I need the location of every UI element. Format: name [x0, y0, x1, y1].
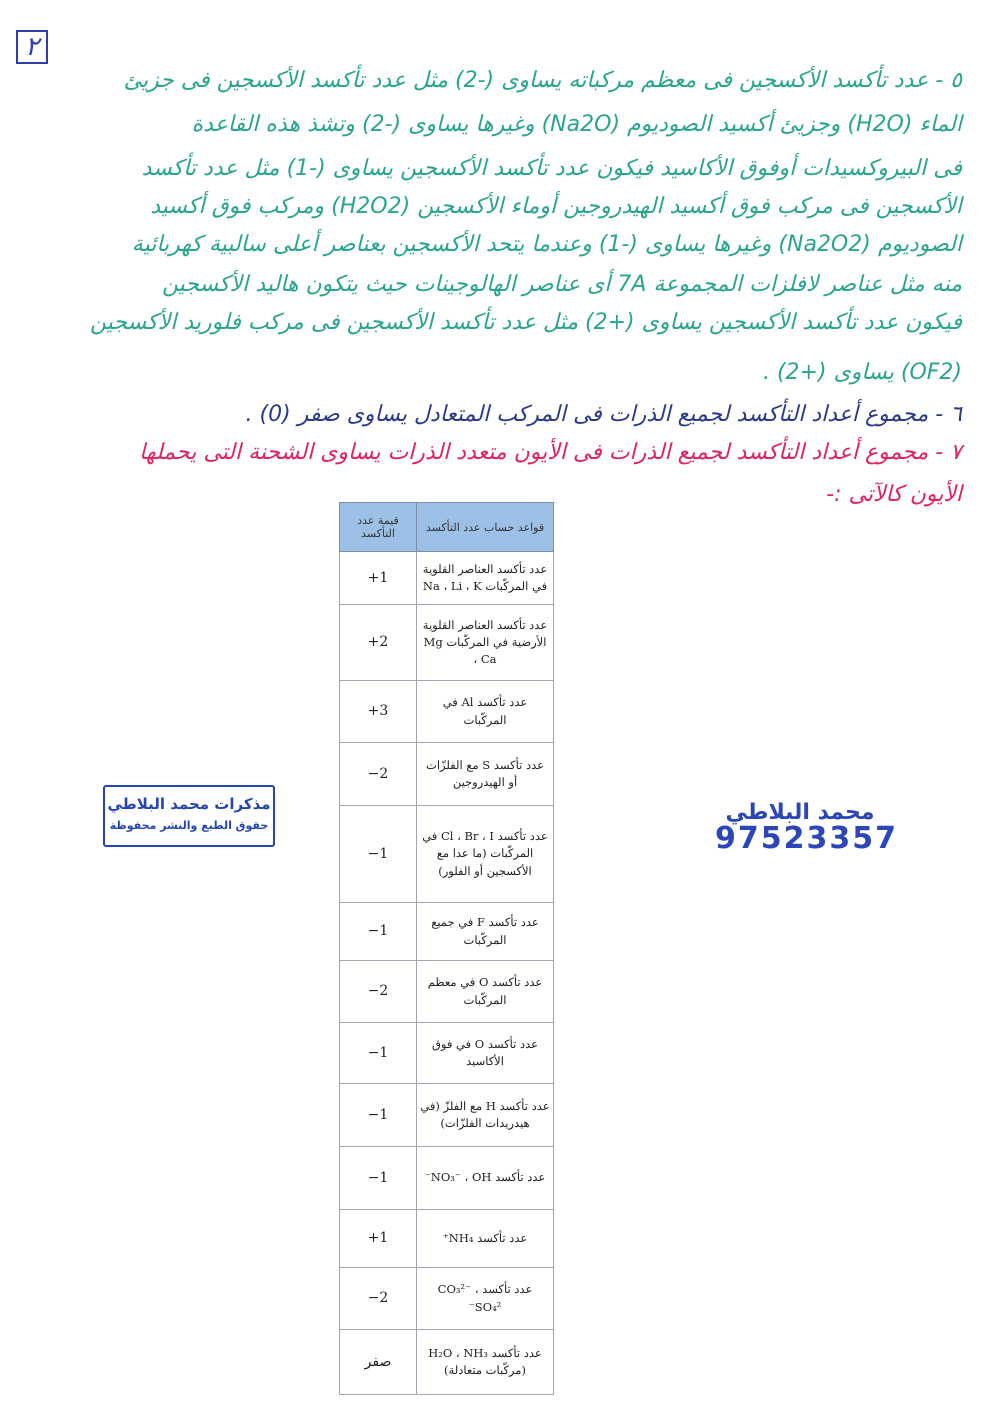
paragraph-5-line-3: فى البيروكسيدات أوفوق الأكاسيد فيكون عدد تأكسد الأكسجين يساوى (-1) مثل عدد تأكسد	[141, 156, 962, 181]
rule-cell: عدد تأكسد العناصر القلوية الأرضية في المركّبات Mg ، Ca	[417, 605, 554, 681]
header-value: قيمة عدد التأكسد	[340, 503, 417, 552]
value-cell: −2	[340, 743, 417, 806]
rule-cell: عدد تأكسد O في معظم المركّبات	[417, 961, 554, 1023]
value-cell: +2	[340, 605, 417, 681]
rule-cell: عدد تأكسد NO₃⁻ ، OH⁻	[417, 1147, 554, 1210]
table-row	[340, 1023, 554, 1084]
paragraph-5-line-7: فيكون عدد تأكسد الأكسجين يساوى (+2) مثل عدد تأكسد الأكسجين فى مركب فلوريد الأكسجين	[90, 310, 962, 335]
stamp-subtitle: حقوق الطبع والنشر محفوظة	[109, 819, 269, 832]
table-row	[340, 743, 554, 806]
table-row	[340, 961, 554, 1023]
rule-cell: عدد تأكسد O في فوق الأكاسيد	[417, 1023, 554, 1084]
value-cell: صفر	[340, 1330, 417, 1395]
value-cell: −1	[340, 1147, 417, 1210]
table-row	[340, 605, 554, 681]
stamp-title: مذكرات محمد البلاطي	[107, 795, 271, 813]
rule-cell: عدد تأكسد F في جميع المركّبات	[417, 903, 554, 961]
paragraph-5-line-5: الصوديوم (Na2O2) وغيرها يساوى (-1) وعندما يتحد الأكسجين بعناصر أعلى سالبية كهربائية	[131, 232, 962, 257]
value-cell: −2	[340, 1268, 417, 1330]
copyright-stamp	[103, 785, 275, 847]
author-signature	[715, 800, 898, 856]
oxidation-rules-table	[339, 502, 554, 1395]
table-row	[340, 1268, 554, 1330]
value-cell: −2	[340, 961, 417, 1023]
rule-cell: عدد تأكسد H₂O ، NH₃ (مركّبات متعادلة)	[417, 1330, 554, 1395]
table-row	[340, 552, 554, 605]
value-cell: +1	[340, 552, 417, 605]
table-row	[340, 1147, 554, 1210]
paragraph-6: ٦ - مجموع أعداد التأكسد لجميع الذرات فى المركب المتعادل يساوى صفر (0) .	[245, 402, 962, 427]
rule-cell: عدد تأكسد NH₄⁺	[417, 1210, 554, 1268]
table-header-row	[340, 503, 554, 552]
value-cell: −1	[340, 1084, 417, 1147]
value-cell: +3	[340, 681, 417, 743]
table-row	[340, 806, 554, 903]
paragraph-5-line-1: ٥ - عدد تأكسد الأكسجين فى معظم مركباته يساوى (-2) مثل عدد تأكسد الأكسجين فى جزيئ	[123, 68, 962, 93]
table-row	[340, 1210, 554, 1268]
value-cell: −1	[340, 806, 417, 903]
header-rule: قواعد حساب عدد التأكسد	[417, 503, 554, 552]
table-row	[340, 1330, 554, 1395]
paragraph-7-line-2: الأيون كالآتى :-	[826, 482, 962, 507]
table-row	[340, 903, 554, 961]
rule-cell: عدد تأكسد Al في المركّبات	[417, 681, 554, 743]
table-row	[340, 1084, 554, 1147]
author-name: محمد البلاطي	[725, 800, 875, 825]
rule-cell: عدد تأكسد H مع الفلزّ (في هيدريدات الفلزّات)	[417, 1084, 554, 1147]
paragraph-5-line-6: منه مثل عناصر لافلزات المجموعة 7A أى عناصر الهالوجينات حيث يتكون هاليد الأكسجين	[161, 272, 962, 297]
paragraph-5-line-8: (OF2) يساوى (+2) .	[762, 360, 962, 385]
page-number: ٢	[16, 30, 48, 64]
value-cell: +1	[340, 1210, 417, 1268]
table-row	[340, 681, 554, 743]
rule-cell: عدد تأكسد Cl ، Br ، I في المركّبات (ما عدا مع الأكسجين أو الفلور)	[417, 806, 554, 903]
value-cell: −1	[340, 1023, 417, 1084]
paragraph-5-line-4: الأكسجين فى مركب فوق أكسيد الهيدروجين أوماء الأكسجين (H2O2) ومركب فوق أكسيد	[150, 194, 962, 219]
rule-cell: عدد تأكسد S مع الفلزّات أو الهيدروجين	[417, 743, 554, 806]
paragraph-5-line-2: الماء (H2O) وجزيئ أكسيد الصوديوم (Na2O) وغيرها يساوى (-2) وتشذ هذه القاعدة	[191, 112, 962, 137]
rule-cell: عدد تأكسد CO₃²⁻ ، SO₄²⁻	[417, 1268, 554, 1330]
value-cell: −1	[340, 903, 417, 961]
author-phone: 97523357	[715, 821, 898, 856]
paragraph-7-line-1: ٧ - مجموع أعداد التأكسد لجميع الذرات فى الأيون متعدد الذرات يساوى الشحنة التى يحملها	[139, 440, 962, 465]
rule-cell: عدد تأكسد العناصر القلوية في المركّبات Na ، Li ، K	[417, 552, 554, 605]
